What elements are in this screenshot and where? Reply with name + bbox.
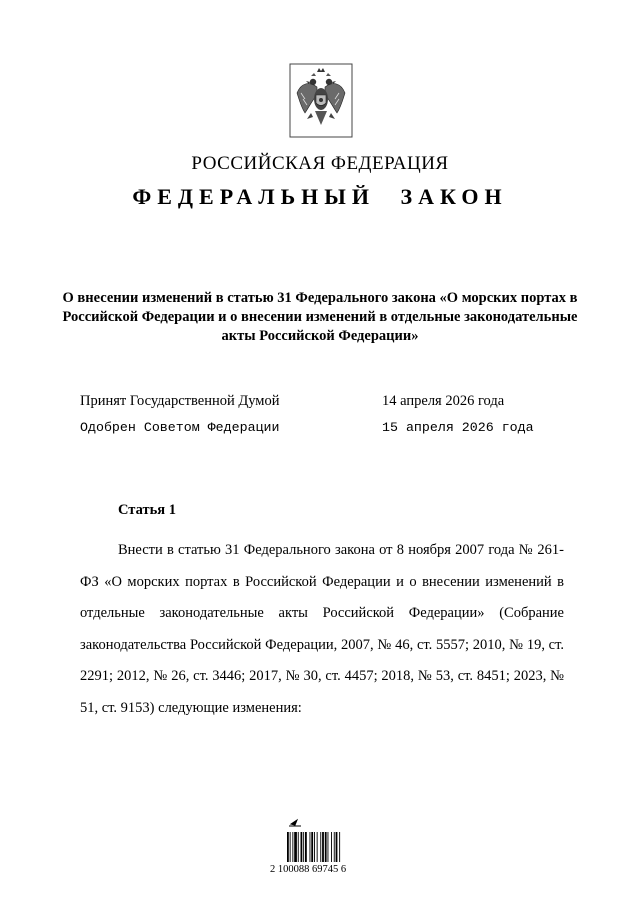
article-body: Внести в статью 31 Федерального закона от 8 ноября 2007 года № 261-ФЗ «О морских портах в Российской Федерации и о внесении изменений в отдельные законодательные акты Российской Федерации» (Собрание законодательства Российской Федерации, 2007, № 46, ст. 5557; 2010, № 19, ст. 2291; 2012, № 26, ст. 3446; 2017, № 30, ст. 4457; 2018, № 53, ст. 8451; 2023, № 51, ст. 9153) следующие изменения:: [80, 542, 564, 716]
law-title: О внесении изменений в статью 31 Федерального закона «О морских портах в Российской Федерации и о внесении изменений в отдельные законодательные акты Российской Федерации»: [62, 290, 578, 344]
coat-of-arms-icon: [289, 63, 353, 138]
adoption-body: Одобрен Советом Федерации: [80, 420, 280, 435]
article-title: Статья 1: [118, 502, 176, 518]
country-name: РОССИЙСКАЯ ФЕДЕРАЦИЯ: [191, 153, 449, 174]
adoption-date: 14 апреля 2026 года: [382, 393, 505, 409]
adoption-date: 15 апреля 2026 года: [382, 420, 534, 435]
law-type-heading: ФЕДЕРАЛЬНЫЙ ЗАКОН: [132, 184, 508, 209]
adoption-body: Принят Государственной Думой: [80, 393, 280, 409]
barcode-number: 2 100088 69745 6: [270, 864, 347, 875]
